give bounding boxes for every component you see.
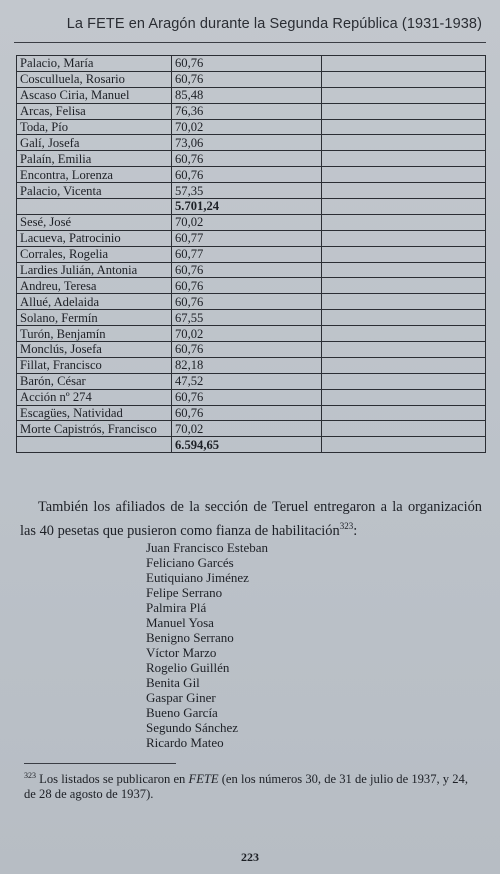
cell-amount: 60,76 [172,278,322,294]
cell-empty [322,326,486,342]
cell-empty [322,246,486,262]
table-row [17,167,486,183]
cell-name: Toda, Pío [17,119,172,135]
name-item: Eutiquiano Jiménez [146,570,249,585]
cell-amount: 60,76 [172,167,322,183]
cell-empty [322,135,486,151]
cell-empty [322,151,486,167]
cell-empty [322,278,486,294]
name-item: Felipe Serrano [146,585,223,600]
cell-amount: 60,76 [172,389,322,405]
cell-amount: 60,76 [172,294,322,310]
cell-empty [322,310,486,326]
name-item: Palmira Plá [146,600,207,615]
header-rule [14,42,486,43]
cell-name: Turón, Benjamín [17,326,172,342]
name-item: Víctor Marzo [146,645,217,660]
cell-empty [322,389,486,405]
footnote-number: 323 [24,771,36,780]
table-row [17,294,486,310]
cell-amount: 60,76 [172,262,322,278]
cell-amount: 47,52 [172,373,322,389]
running-title: La FETE en Aragón durante la Segunda República (1931-1938) [66,16,482,32]
cell-name: Barón, César [17,373,172,389]
paragraph-end: : [353,523,358,540]
cell-name: Corrales, Rogelia [17,246,172,262]
name-item: Juan Francisco Esteban [146,540,269,555]
cell-empty [322,119,486,135]
cell-amount: 60,76 [172,151,322,167]
cell-name [17,437,172,453]
cell-name: Palaín, Emilia [17,151,172,167]
name-item: Bueno García [146,705,218,720]
cell-amount: 70,02 [172,326,322,342]
cell-amount: 67,55 [172,310,322,326]
cell-name: Encontra, Lorenza [17,167,172,183]
cell-empty [322,71,486,87]
cell-amount: 60,77 [172,246,322,262]
cell-empty [322,183,486,199]
cell-empty [322,294,486,310]
cell-total-amount: 6.594,65 [172,437,322,453]
table-row [17,56,486,72]
names-list [146,540,268,750]
cell-empty [322,214,486,230]
name-item: Rogelio Guillén [146,660,230,675]
cell-name: Lardies Julián, Antonia [17,262,172,278]
cell-name: Cosculluela, Rosario [17,71,172,87]
table-row [17,405,486,421]
cell-empty [322,199,486,215]
table-row [17,230,486,246]
cell-name: Escagües, Natividad [17,405,172,421]
footnote-text-before: Los listados se publicaron en [36,772,189,787]
cell-amount: 70,02 [172,119,322,135]
table-row [17,183,486,199]
cell-name: Arcas, Felisa [17,103,172,119]
name-item: Manuel Yosa [146,615,214,630]
cell-empty [322,103,486,119]
paragraph-text: También los afiliados de la sección de Teruel entregaron a la organización las 40 pesetas que pusieron como fianza de habilitación [20,499,482,540]
cell-name [17,199,172,215]
name-item: Segundo Sánchez [146,720,239,735]
cell-name: Solano, Fermín [17,310,172,326]
table-row [17,342,486,358]
cell-name: Allué, Adelaida [17,294,172,310]
cell-amount: 85,48 [172,87,322,103]
name-item: Ricardo Mateo [146,735,224,750]
cell-name: Acción nº 274 [17,389,172,405]
footnote-text-after: (en los números 30, de 31 de julio de 1937, y 24, de 28 de agosto de 1937). [24,772,468,802]
cell-empty [322,357,486,373]
table-body [17,56,486,453]
table-row [17,71,486,87]
table-total-row [17,437,486,453]
table-row [17,357,486,373]
table-row [17,310,486,326]
cell-amount: 82,18 [172,357,322,373]
cell-empty [322,437,486,453]
name-item: Benita Gil [146,675,200,690]
cell-amount: 73,06 [172,135,322,151]
table-row [17,421,486,437]
cell-amount: 60,76 [172,405,322,421]
cell-name: Morte Capistrós, Francisco [17,421,172,437]
table-row [17,246,486,262]
cell-amount: 70,02 [172,214,322,230]
cell-total-amount: 5.701,24 [172,199,322,215]
footnote-reference[interactable]: 323 [339,521,354,532]
cell-amount: 60,76 [172,56,322,72]
table-total-row [17,199,486,215]
table-row [17,103,486,119]
table-row [17,262,486,278]
table-row [17,326,486,342]
cell-name: Palacio, Vicenta [17,183,172,199]
footnote-rule [24,763,176,764]
cell-amount: 60,76 [172,342,322,358]
cell-name: Andreu, Teresa [17,278,172,294]
table-row [17,373,486,389]
name-item: Gaspar Giner [146,690,216,705]
cell-name: Ascaso Ciria, Manuel [17,87,172,103]
cell-empty [322,405,486,421]
cell-empty [322,421,486,437]
table-row [17,119,486,135]
table-row [17,214,486,230]
contributions-table [16,55,486,453]
table-row [17,87,486,103]
cell-amount: 57,35 [172,183,322,199]
cell-name: Lacueva, Patrocinio [17,230,172,246]
cell-empty [322,373,486,389]
cell-name: Sesé, José [17,214,172,230]
cell-amount: 60,77 [172,230,322,246]
table-row [17,389,486,405]
cell-amount: 76,36 [172,103,322,119]
cell-name: Fillat, Francisco [17,357,172,373]
cell-empty [322,87,486,103]
cell-empty [322,262,486,278]
table-row [17,278,486,294]
cell-empty [322,230,486,246]
table-row [17,135,486,151]
cell-amount: 60,76 [172,71,322,87]
name-item: Feliciano Garcés [146,555,234,570]
footnote-publication: FETE [188,772,219,787]
name-item: Benigno Serrano [146,630,234,645]
footnote [24,768,482,802]
cell-name: Monclús, Josefa [17,342,172,358]
cell-empty [322,342,486,358]
cell-name: Galí, Josefa [17,135,172,151]
table-row [17,151,486,167]
cell-name: Palacio, María [17,56,172,72]
cell-amount: 70,02 [172,421,322,437]
page-number: 223 [241,850,259,864]
cell-empty [322,167,486,183]
body-paragraph [20,498,482,541]
cell-empty [322,56,486,72]
